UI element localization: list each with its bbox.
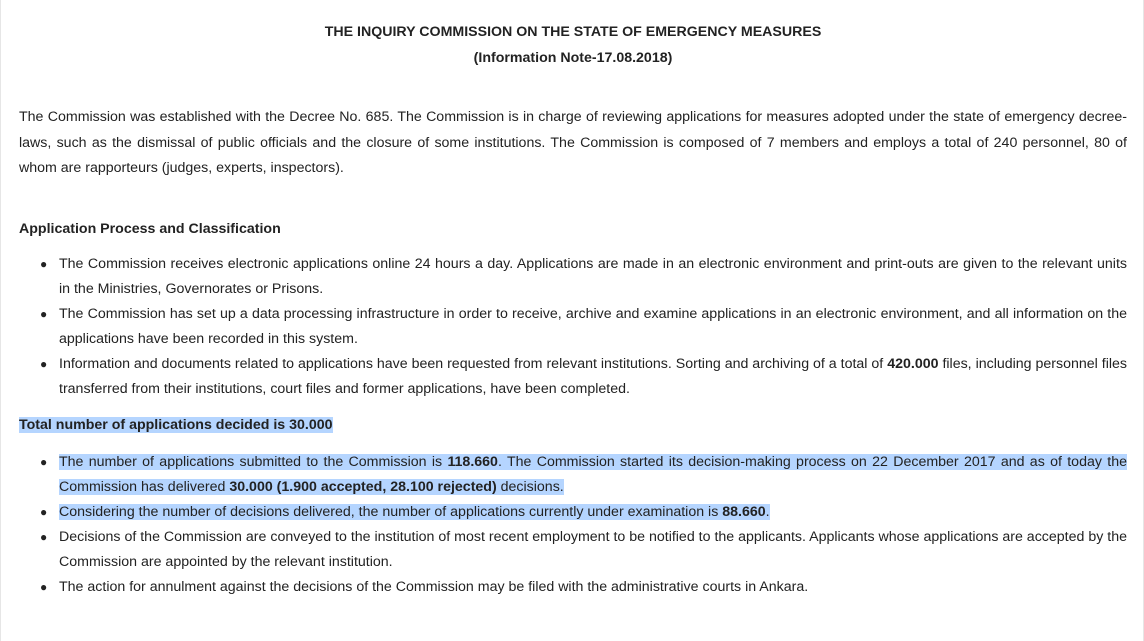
- highlighted-text: [59, 454, 1127, 495]
- list-item-text-post: files, including personnel files transferred from their institutions, court files and former applications, have been completed.: [59, 356, 1128, 397]
- list-item-text-pre: Information and documents related to applications have been requested from relevant institutions. Sorting and archiving of a total of: [59, 356, 888, 372]
- list-item-text-pre: The number of applications submitted to the Commission is: [59, 454, 448, 470]
- list-item-text: The Commission receives electronic applications online 24 hours a day. Applications are made in an electronic environment and print-outs are given to the relevant units in the Ministries, Governorates or Prisons.: [59, 256, 1127, 297]
- highlighted-text: [59, 504, 770, 520]
- list-item-text-pre: Considering the number of decisions delivered, the number of applications currently under examination is: [59, 504, 723, 520]
- bullet-icon: ●: [40, 257, 48, 271]
- list-item-text-post: .: [765, 504, 770, 520]
- bullet-icon: ●: [40, 505, 48, 519]
- section-heading-application-process: Application Process and Classification: [19, 221, 281, 237]
- page-subtitle: (Information Note-17.08.2018): [473, 50, 673, 66]
- list-item-text: The Commission has set up a data processing infrastructure in order to receive, archive and examine applications in an electronic environment, and all information on the applications have been recorded in this system.: [59, 306, 1127, 347]
- decisions-list: [1, 450, 1127, 600]
- highlighted-heading-text: Total number of applications decided is 30.000: [19, 417, 333, 433]
- list-item: [1, 302, 1127, 352]
- bullet-icon: ●: [40, 357, 48, 371]
- bullet-icon: ●: [40, 580, 48, 594]
- list-item: [1, 575, 1127, 600]
- files-count: 420.000: [887, 356, 939, 372]
- page-title: THE INQUIRY COMMISSION ON THE STATE OF EMERGENCY MEASURES: [324, 24, 822, 40]
- under-examination-count: 88.660: [722, 504, 766, 520]
- applications-submitted-count: 118.660: [447, 454, 498, 470]
- list-item-text-mid: . The Commission started its decision-making process on 22 December 2017 and as of today the Commission has delivered: [59, 454, 1127, 495]
- decisions-delivered-count: 30.000 (1.900 accepted, 28.100 rejected): [229, 479, 497, 495]
- intro-paragraph: The Commission was established with the Decree No. 685. The Commission is in charge of reviewing applications for measures adopted under the state of emergency decree-laws, such as the dismissal of public officials and the closure of some institutions. The Commission is composed of 7 members and employs a total of 240 personnel, 80 of whom are rapporteurs (judges, experts, inspectors).: [19, 109, 1127, 176]
- list-item: [1, 252, 1127, 302]
- bullet-icon: ●: [40, 455, 48, 469]
- application-process-list: [1, 252, 1127, 402]
- list-item-text-post: decisions.: [496, 479, 564, 495]
- list-item: [1, 525, 1127, 575]
- list-item: [1, 450, 1127, 500]
- list-item: [1, 352, 1127, 402]
- bullet-icon: ●: [40, 307, 48, 321]
- section-heading-total-decided: [19, 414, 333, 436]
- list-item-text: The action for annulment against the decisions of the Commission may be filed with the administrative courts in Ankara.: [59, 579, 809, 595]
- list-item: [1, 500, 1127, 525]
- bullet-icon: ●: [40, 530, 48, 544]
- list-item-text: Decisions of the Commission are conveyed to the institution of most recent employment to be notified to the applicants. Applicants whose applications are accepted by the Commission are appointed by the relevant institution.: [59, 529, 1127, 570]
